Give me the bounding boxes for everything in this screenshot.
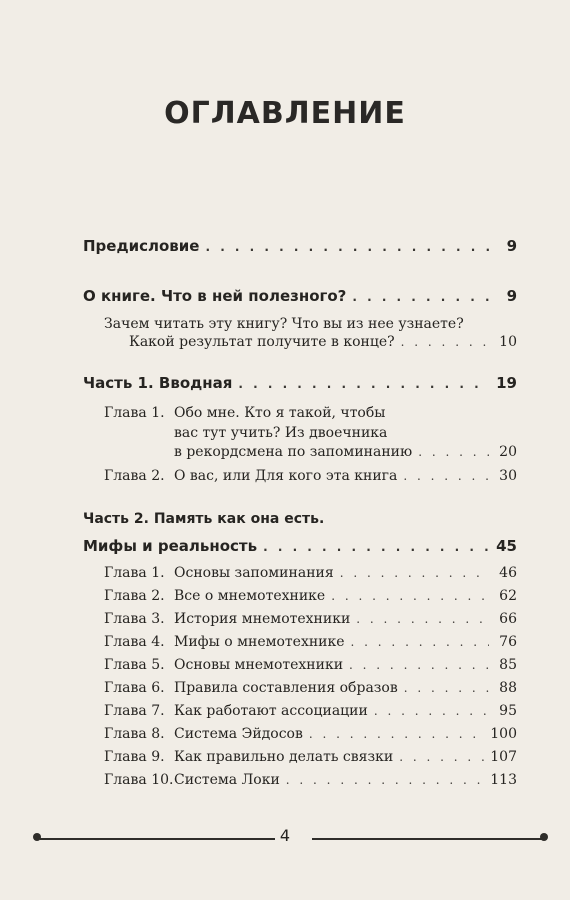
entry-label: Основы запоминания bbox=[174, 565, 334, 581]
toc-entry-p2-ch4[interactable] bbox=[104, 630, 517, 654]
chapter-number: Глава 7. bbox=[104, 703, 165, 719]
chapter-number: Глава 2. bbox=[104, 588, 165, 604]
entry-label: Система Локи bbox=[174, 772, 280, 788]
entry-label: Предисловие bbox=[83, 237, 200, 255]
toc-entry-part1[interactable] bbox=[83, 371, 517, 395]
toc-entry-p2-ch2[interactable] bbox=[104, 584, 517, 608]
part2-title-line1: Часть 2. Память как она есть. bbox=[83, 511, 325, 527]
entry-page: 85 bbox=[499, 657, 517, 673]
toc-entry-p2-ch7[interactable] bbox=[104, 699, 517, 723]
entry-label: Правила составления образов bbox=[174, 680, 398, 696]
footer-dot-right bbox=[540, 833, 548, 841]
chapter-number: Глава 1. bbox=[104, 565, 165, 581]
chapter-number: Глава 5. bbox=[104, 657, 165, 673]
dot-leader bbox=[238, 372, 489, 396]
entry-page: 10 bbox=[499, 334, 517, 350]
entry-page: 113 bbox=[490, 772, 517, 788]
dot-leader bbox=[418, 440, 489, 464]
toc-entry-p1-ch1[interactable] bbox=[174, 440, 517, 464]
entry-page: 19 bbox=[496, 374, 517, 392]
chapter-title-line1: Обо мне. Кто я такой, чтобы bbox=[174, 405, 386, 421]
entry-page: 95 bbox=[499, 703, 517, 719]
dot-leader bbox=[263, 535, 489, 559]
dot-leader bbox=[309, 722, 484, 746]
about-sub-line1: Зачем читать эту книгу? Что вы из нее узнаете? bbox=[104, 316, 464, 332]
entry-label: О книге. Что в ней полезного? bbox=[83, 287, 347, 305]
p1-ch1-line2: вас тут учить? Из двоечника bbox=[174, 425, 388, 441]
entry-label: Мифы и реальность bbox=[83, 537, 258, 555]
entry-label: История мнемотехники bbox=[174, 611, 351, 627]
chapter-number: Глава 10. bbox=[104, 772, 174, 788]
entry-label: Все о мнемотехнике bbox=[174, 588, 326, 604]
toc-entry-p2-ch6[interactable] bbox=[104, 676, 517, 700]
entry-label: О вас, или Для кого эта книга bbox=[174, 468, 398, 484]
dot-leader bbox=[404, 676, 489, 700]
entry-label: Как правильно делать связки bbox=[174, 749, 394, 765]
entry-label: Какой результат получите в конце? bbox=[129, 334, 395, 350]
chapter-number: Глава 8. bbox=[104, 726, 165, 742]
entry-page: 9 bbox=[506, 237, 517, 255]
entry-label: Как работают ассоциации bbox=[174, 703, 368, 719]
toc-entry-about[interactable] bbox=[83, 284, 517, 308]
toc-entry-p2-ch10[interactable] bbox=[104, 768, 517, 792]
toc-entry-p2-ch9[interactable] bbox=[104, 745, 517, 769]
toc-entry-about-sub[interactable] bbox=[129, 330, 517, 354]
toc-entry-p2-ch3[interactable] bbox=[104, 607, 517, 631]
chapter-number: Глава 6. bbox=[104, 680, 165, 696]
entry-page: 88 bbox=[499, 680, 517, 696]
dot-leader bbox=[331, 584, 489, 608]
entry-page: 45 bbox=[496, 537, 517, 555]
entry-label: Система Эйдосов bbox=[174, 726, 303, 742]
page-title: ОГЛАВЛЕНИЕ bbox=[164, 96, 406, 131]
entry-page: 100 bbox=[490, 726, 517, 742]
chapter-number: Глава 3. bbox=[104, 611, 165, 627]
entry-label: в рекордсмена по запоминанию bbox=[174, 444, 413, 460]
dot-leader bbox=[401, 330, 489, 354]
chapter-number: Глава 2. bbox=[104, 468, 165, 484]
entry-page: 20 bbox=[499, 444, 517, 460]
toc-entry-p2-ch8[interactable] bbox=[104, 722, 517, 746]
chapter-number: Глава 4. bbox=[104, 634, 165, 650]
dot-leader bbox=[403, 464, 489, 488]
dot-leader bbox=[286, 768, 484, 792]
dot-leader bbox=[349, 653, 489, 677]
toc-entry-p2-ch1[interactable] bbox=[104, 561, 517, 585]
toc-entry-preface[interactable] bbox=[83, 234, 517, 258]
toc-entry-part2[interactable] bbox=[83, 534, 517, 558]
dot-leader bbox=[399, 745, 484, 769]
entry-label: Основы мнемотехники bbox=[174, 657, 344, 673]
entry-page: 46 bbox=[499, 565, 517, 581]
entry-page: 107 bbox=[490, 749, 517, 765]
dot-leader bbox=[374, 699, 489, 723]
entry-label: Часть 1. Вводная bbox=[83, 374, 233, 392]
chapter-number: Глава 9. bbox=[104, 749, 165, 765]
entry-label: Мифы о мнемотехнике bbox=[174, 634, 345, 650]
toc-entry-p2-ch5[interactable] bbox=[104, 653, 517, 677]
dot-leader bbox=[356, 607, 489, 631]
entry-page: 30 bbox=[499, 468, 517, 484]
dot-leader bbox=[205, 235, 489, 259]
entry-page: 62 bbox=[499, 588, 517, 604]
toc-entry-p1-ch2[interactable] bbox=[104, 464, 517, 488]
dot-leader bbox=[352, 285, 489, 309]
chapter-number: Глава 1. bbox=[104, 405, 165, 421]
footer-rule-right bbox=[312, 838, 542, 840]
page-number: 4 bbox=[279, 826, 291, 845]
entry-page: 9 bbox=[506, 287, 517, 305]
dot-leader bbox=[340, 561, 489, 585]
dot-leader bbox=[351, 630, 489, 654]
entry-page: 76 bbox=[499, 634, 517, 650]
entry-page: 66 bbox=[499, 611, 517, 627]
